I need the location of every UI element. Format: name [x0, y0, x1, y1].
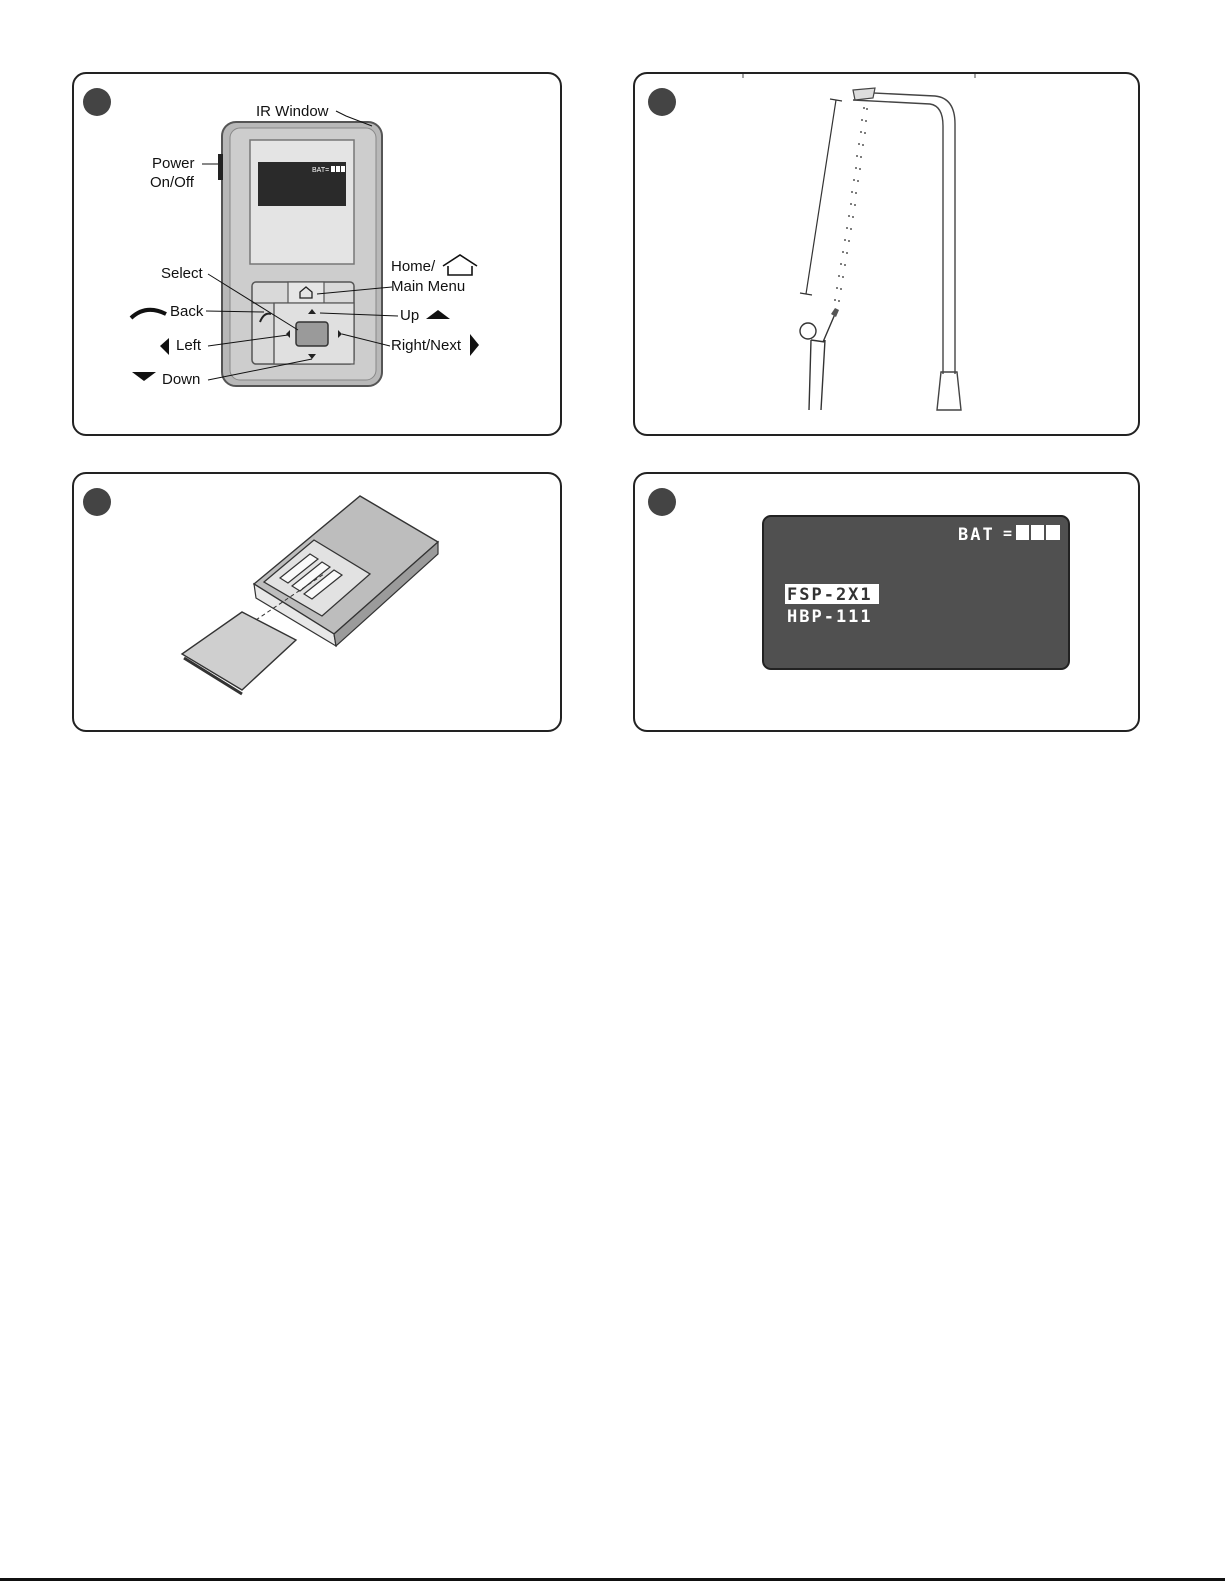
- remote-diagram: [74, 74, 564, 438]
- panel-remote-controls: [72, 72, 562, 436]
- lcd-item-selected[interactable]: FSP-2X1: [787, 585, 873, 605]
- select-button[interactable]: [296, 322, 328, 346]
- bottom-rule: [0, 1578, 1225, 1581]
- panel-lcd-display: [633, 472, 1140, 732]
- label-right-next: Right/Next: [391, 337, 462, 354]
- label-power-2: On/Off: [150, 174, 194, 191]
- remote-in-hand: [831, 308, 839, 317]
- label-down: Down: [162, 371, 201, 388]
- label-select: Select: [161, 265, 203, 282]
- streetlight-illustration: [635, 74, 1142, 438]
- step-marker-2: [648, 88, 676, 116]
- panel-battery-install: [72, 472, 562, 732]
- down-arrow-icon: [132, 372, 156, 381]
- streetlight-pole: [853, 92, 955, 374]
- distance-indicator: [806, 100, 836, 294]
- label-power-1: Power: [152, 155, 195, 172]
- device-bat-text: BAT=: [312, 167, 330, 174]
- power-button[interactable]: [218, 154, 223, 180]
- home-button[interactable]: [288, 282, 324, 303]
- battery-level-icon: [1016, 525, 1060, 540]
- battery-cover: [182, 612, 296, 690]
- lcd-bat-equals: =: [1003, 524, 1013, 542]
- fixture-head: [853, 88, 875, 100]
- label-up: Up: [400, 307, 420, 324]
- label-back: Back: [170, 303, 204, 320]
- battery-illustration: [74, 474, 564, 734]
- panel-streetlight: [633, 72, 1140, 436]
- lcd-illustration: [635, 474, 1142, 734]
- person-head: [800, 323, 816, 339]
- label-home-1: Home/: [391, 258, 436, 275]
- label-home-2: Main Menu: [391, 278, 466, 295]
- right-arrow-icon: [470, 334, 479, 356]
- lcd-item-2[interactable]: HBP-111: [787, 607, 873, 627]
- back-arrow-icon: [131, 310, 166, 318]
- step-marker-1: [83, 88, 111, 116]
- step-marker-4: [648, 488, 676, 516]
- left-arrow-icon: [160, 338, 169, 355]
- label-left: Left: [176, 337, 202, 354]
- label-ir-window: IR Window: [256, 103, 329, 120]
- ir-beam: [834, 107, 868, 302]
- up-arrow-icon: [426, 310, 450, 319]
- step-marker-3: [83, 488, 111, 516]
- home-menu-icon: [443, 255, 477, 275]
- lcd-bat-label: BAT: [958, 525, 995, 545]
